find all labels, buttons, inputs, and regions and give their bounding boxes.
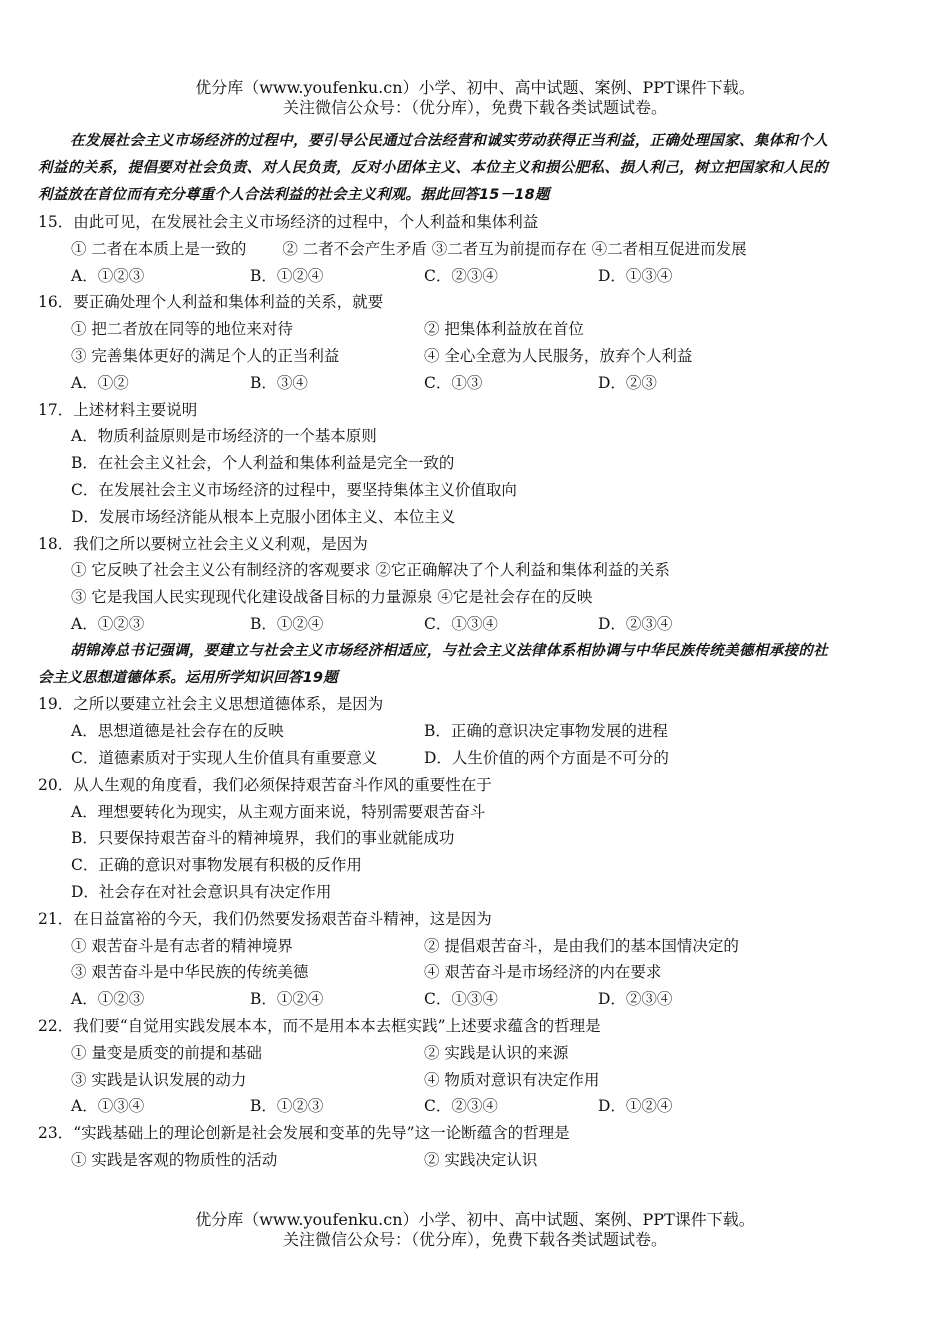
page-footer (0, 1210, 950, 1250)
option-d: D．发展市场经济能从根本上克服小团体主义、本位主义 (71, 507, 456, 526)
option-c: C．①③④ (424, 990, 498, 1009)
question-16-stem: 16．要正确处理个人利益和集体利益的关系，就要 (38, 293, 384, 312)
option-a: A．物质利益原则是市场经济的一个基本原则 (71, 427, 377, 446)
option-d: D．①③④ (598, 266, 673, 285)
item-3: ③ 实践是认识发展的动力 (71, 1070, 247, 1089)
question-23-stem: 23．“实践基础上的理论创新是社会发展和变革的先导”这一论断蕴含的哲理是 (38, 1124, 570, 1143)
question-16-items-row-1 (38, 316, 828, 343)
option-c: C．①③④ (424, 614, 498, 633)
option-c: C．②③④ (424, 266, 498, 285)
footer-line-1: 优分库（www.youfenku.cn）小学、初中、高中试题、案例、PPT课件下载。 (195, 1210, 755, 1229)
item-1: ① 量变是质变的前提和基础 (71, 1043, 262, 1062)
question-22-items-row-2 (38, 1067, 828, 1094)
header-line-2: 关注微信公众号：（优分库），免费下载各类试题试卷。 (282, 98, 667, 117)
document-body (38, 128, 828, 1174)
question-21-items-row-2 (38, 959, 828, 986)
question-18-items-row-2: ③ 它是我国人民实现现代化建设战备目标的力量源泉 ④它是社会存在的反映 (71, 588, 593, 607)
header-line-1: 优分库（www.youfenku.cn）小学、初中、高中试题、案例、PPT课件下载。 (195, 78, 755, 97)
option-b: B．正确的意识决定事物发展的进程 (424, 722, 668, 741)
question-15-items: ① 二者在本质上是一致的 ② 二者不会产生矛盾 ③二者互为前提而存在 ④二者相互促进而发展 (71, 239, 747, 258)
item-4: ④ 艰苦奋斗是市场经济的内在要求 (424, 963, 662, 982)
question-17-stem: 17．上述材料主要说明 (38, 400, 198, 419)
question-19-options-row-2 (38, 745, 828, 772)
reading-material-2: 胡锦涛总书记强调，要建立与社会主义市场经济相适应，与社会主义法律体系相协调与中华民族传统美德相承接的社会主义思想道德体系。运用所学知识回答19题 (38, 642, 828, 686)
option-b: B．①②④ (250, 266, 324, 285)
item-2: ② 把集体利益放在首位 (424, 320, 584, 339)
option-d: D．②③④ (598, 614, 673, 633)
question-15-stem: 15．由此可见，在发展社会主义市场经济的过程中，个人利益和集体利益 (38, 213, 539, 231)
item-4: ④ 全心全意为人民服务，放弃个人利益 (424, 346, 693, 365)
option-b: B．①②④ (250, 990, 324, 1009)
item-2: ② 实践是认识的来源 (424, 1043, 569, 1062)
option-c: C．在发展社会主义市场经济的过程中，要坚持集体主义价值取向 (71, 480, 517, 499)
reading-material-1: 在发展社会主义市场经济的过程中，要引导公民通过合法经营和诚实劳动获得正当利益，正确处理国家、集体和个人利益的关系，提倡要对社会负责、对人民负责，反对小团体主义、本位主义和损公肥私、损人利己，树立把国家和人民的利益放在首位而有充分尊重个人合法利益的社会主义利观。据此回答15－18题 (38, 133, 828, 203)
question-21-options (38, 986, 828, 1013)
item-1: ① 把二者放在同等的地位来对待 (71, 320, 293, 339)
question-20-stem: 20．从人生观的角度看，我们必须保持艰苦奋斗作风的重要性在于 (38, 775, 492, 794)
option-d: D．①②④ (598, 1097, 673, 1116)
option-d: D．社会存在对社会意识具有决定作用 (71, 882, 332, 901)
question-23-items-row-1 (38, 1147, 828, 1174)
question-15-options (38, 263, 828, 290)
option-a: A．①②③ (71, 990, 145, 1009)
option-b: B．只要保持艰苦奋斗的精神境界，我们的事业就能成功 (71, 829, 455, 848)
option-d: D．②③ (598, 373, 657, 392)
item-3: ③ 艰苦奋斗是中华民族的传统美德 (71, 963, 309, 982)
question-18-stem: 18．我们之所以要树立社会主义义利观，是因为 (38, 534, 368, 553)
option-d: D．人生价值的两个方面是不可分的 (424, 748, 669, 767)
option-c: C．②③④ (424, 1097, 498, 1116)
question-21-items-row-1 (38, 933, 828, 960)
question-19-stem: 19．之所以要建立社会主义思想道德体系，是因为 (38, 695, 384, 714)
item-1: ① 实践是客观的物质性的活动 (71, 1150, 278, 1169)
question-16-items-row-2 (38, 343, 828, 370)
option-a: A．①②③ (71, 614, 145, 633)
page-header (0, 78, 950, 118)
option-b: B．①②④ (250, 614, 324, 633)
option-a: A．理想要转化为现实，从主观方面来说，特别需要艰苦奋斗 (71, 802, 486, 821)
question-21-stem: 21．在日益富裕的今天，我们仍然要发扬艰苦奋斗精神，这是因为 (38, 909, 492, 928)
question-22-stem: 22．我们要“自觉用实践发展本本，而不是用本本去框实践”上述要求蕴含的哲理是 (38, 1016, 601, 1035)
question-22-options (38, 1093, 828, 1120)
option-a: A．①②③ (71, 266, 145, 285)
option-c: C．道德素质对于实现人生价值具有重要意义 (71, 748, 378, 767)
option-d: D．②③④ (598, 990, 673, 1009)
footer-line-2: 关注微信公众号：（优分库），免费下载各类试题试卷。 (282, 1230, 667, 1249)
option-a: A．思想道德是社会存在的反映 (71, 722, 284, 741)
question-22-items-row-1 (38, 1040, 828, 1067)
question-19-options-row-1 (38, 718, 828, 745)
option-a: A．①② (71, 373, 129, 392)
option-b: B．在社会主义社会，个人利益和集体利益是完全一致的 (71, 454, 455, 473)
question-18-options (38, 611, 828, 638)
option-c: C．①③ (424, 373, 483, 392)
question-16-options (38, 370, 828, 397)
item-3: ③ 完善集体更好的满足个人的正当利益 (71, 346, 340, 365)
item-1: ① 艰苦奋斗是有志者的精神境界 (71, 936, 293, 955)
option-b: B．③④ (250, 373, 308, 392)
option-a: A．①③④ (71, 1097, 145, 1116)
item-4: ④ 物质对意识有决定作用 (424, 1070, 600, 1089)
item-2: ② 提倡艰苦奋斗，是由我们的基本国情决定的 (424, 936, 739, 955)
item-2: ② 实践决定认识 (424, 1150, 538, 1169)
question-18-items-row-1: ① 它反映了社会主义公有制经济的客观要求 ②它正确解决了个人利益和集体利益的关系 (71, 561, 670, 580)
option-b: B．①②③ (250, 1097, 324, 1116)
option-c: C．正确的意识对事物发展有积极的反作用 (71, 856, 362, 875)
